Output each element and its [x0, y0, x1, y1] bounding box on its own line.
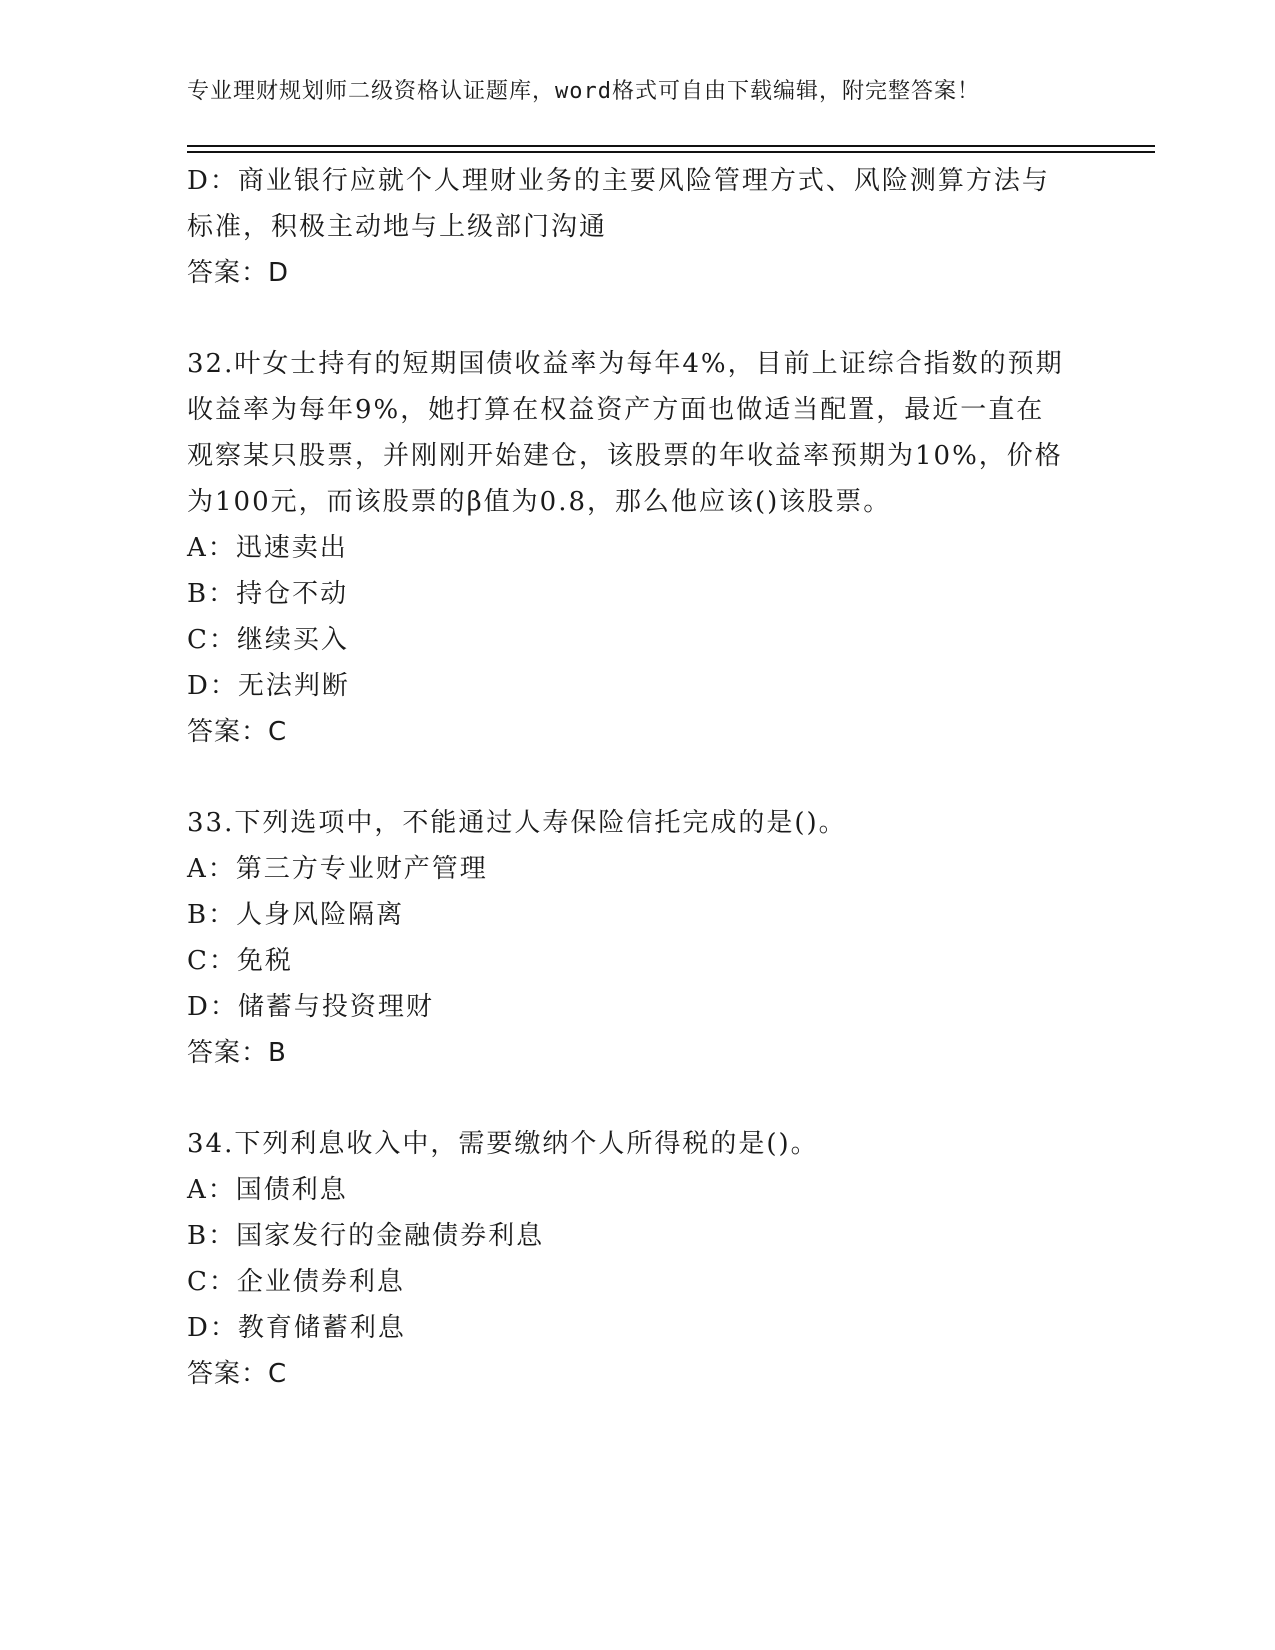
question-stem: 33.下列选项中，不能通过人寿保险信托完成的是()。 — [187, 808, 847, 838]
option-d: D：教育储蓄利息 — [187, 1313, 406, 1343]
question-33 — [187, 800, 1087, 1076]
page-content — [187, 158, 1087, 1397]
option-b: B：持仓不动 — [187, 579, 349, 609]
page-header: 专业理财规划师二级资格认证题库，word格式可自由下载编辑，附完整答案！ — [187, 79, 980, 104]
option-b: B：人身风险隔离 — [187, 900, 405, 930]
question-stem: 为100元，而该股票的β值为0.8，那么他应该()该股票。 — [187, 487, 892, 517]
prev-question-tail — [187, 158, 1087, 296]
question-stem: 32.叶女士持有的短期国债收益率为每年4%，目前上证综合指数的预期 — [187, 349, 1064, 379]
option-d: D：商业银行应就个人理财业务的主要风险管理方式、风险测算方法与 — [187, 166, 1050, 196]
header-rule-top — [187, 145, 1155, 147]
spacer — [187, 755, 1087, 800]
option-a: A：第三方专业财产管理 — [187, 854, 488, 884]
spacer — [187, 1076, 1087, 1121]
option-c: C：免税 — [187, 946, 293, 976]
answer-line: 答案：D — [187, 258, 290, 288]
option-b: B：国家发行的金融债券利息 — [187, 1221, 545, 1251]
question-34 — [187, 1121, 1087, 1397]
option-c: C：企业债券利息 — [187, 1267, 405, 1297]
question-32 — [187, 341, 1087, 755]
option-c: C：继续买入 — [187, 625, 349, 655]
answer-line: 答案：C — [187, 717, 288, 747]
option-a: A：迅速卖出 — [187, 533, 348, 563]
spacer — [187, 296, 1087, 341]
question-stem: 观察某只股票，并刚刚开始建仓，该股票的年收益率预期为10%，价格 — [187, 441, 1063, 471]
option-d: D：无法判断 — [187, 671, 350, 701]
option-d: D：储蓄与投资理财 — [187, 992, 434, 1022]
question-stem: 34.下列利息收入中，需要缴纳个人所得税的是()。 — [187, 1129, 819, 1159]
header-rule-bottom — [187, 151, 1155, 153]
answer-line: 答案：C — [187, 1359, 288, 1389]
option-a: A：国债利息 — [187, 1175, 348, 1205]
question-stem: 收益率为每年9%，她打算在权益资产方面也做适当配置，最近一直在 — [187, 395, 1045, 425]
option-d-continued: 标准，积极主动地与上级部门沟通 — [187, 212, 608, 242]
answer-line: 答案：B — [187, 1038, 287, 1068]
